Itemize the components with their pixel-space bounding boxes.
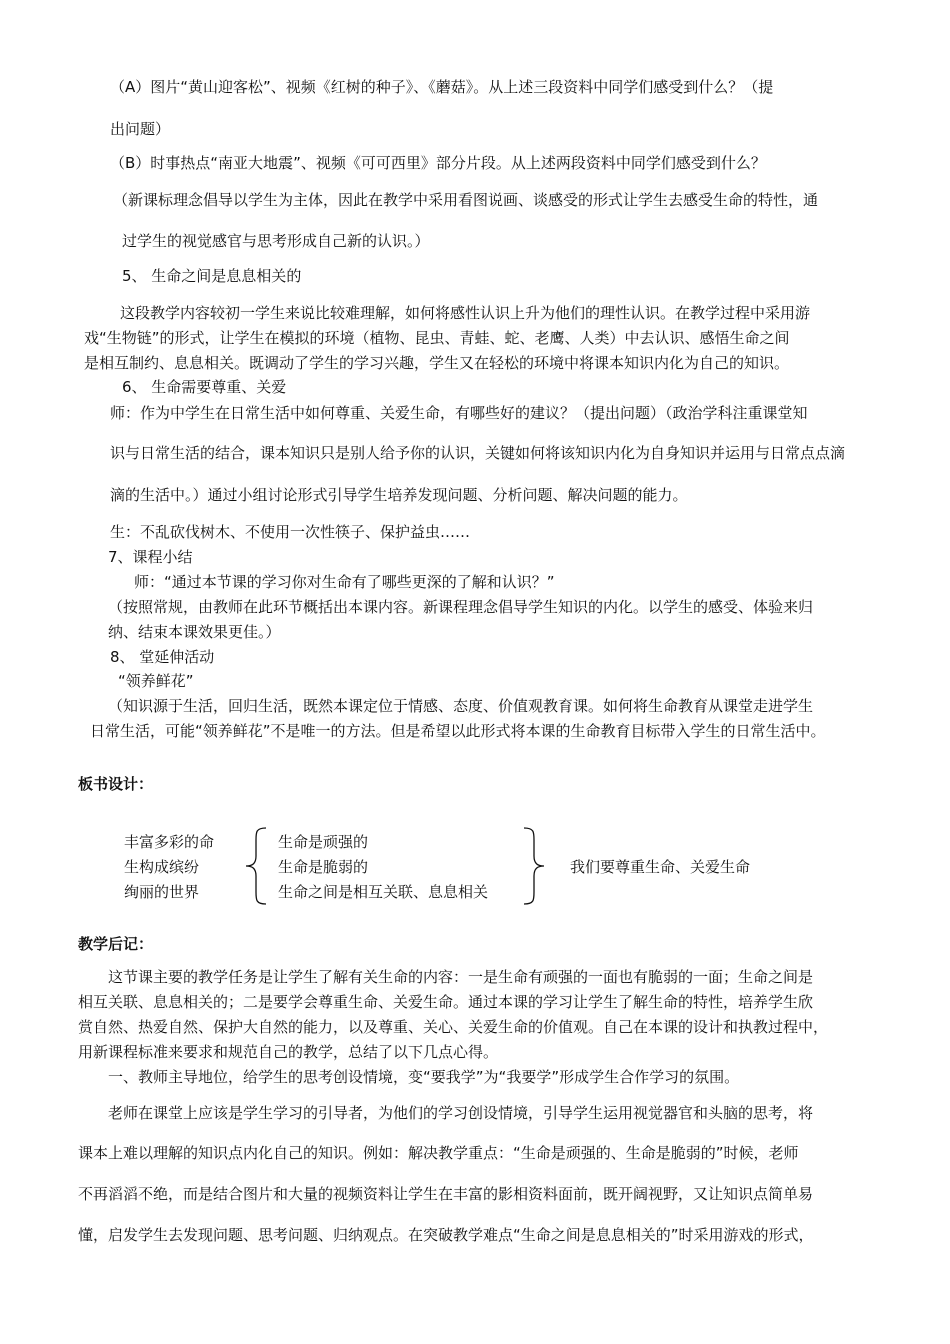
text-line: 老师在课堂上应该是学生学习的引导者，为他们的学习创设情境，引导学生运用视觉器官和头脑的思考，将 [108,1104,814,1122]
right-brace-icon [520,826,546,906]
board-left-line: 丰富多彩的命 [124,833,215,851]
text-line: 相互关联、息息相关的；二是要学会尊重生命、关爱生命。通过本课的学习让学生了解生命的特性，培养学生欣 [78,993,814,1011]
text-line: （A）图片“黄山迎客松”、视频《红树的种子》、《蘑菇》。从上述三段资料中同学们感受到什么？（提 [110,78,774,96]
text-line: 这节课主要的教学任务是让学生了解有关生命的内容：一是生命有顽强的一面也有脆弱的一面；生命之间是 [108,968,814,986]
text-line: 课本上难以理解的知识点内化自己的知识。例如：解决教学重点：“生命是顽强的、生命是脆弱的”时候，老师 [78,1144,799,1162]
board-heading: 板书设计： [78,775,154,793]
board-middle-line: 生命是脆弱的 [278,858,369,876]
section-heading: 8、 堂延伸活动 [110,648,215,666]
text-line: （知识源于生活，回归生活，既然本课定位于情感、态度、价值观教育课。如何将生命教育从课堂走进学生 [108,697,814,715]
text-line: 懂，启发学生去发现问题、思考问题、归纳观点。在突破教学难点“生命之间是息息相关的”时采用游戏的形式， [78,1226,814,1244]
text-line: 滴的生活中。）通过小组讨论形式引导学生培养发现问题、分析问题、解决问题的能力。 [110,486,688,504]
section-heading: 6、 生命需要尊重、关爱 [122,378,287,396]
text-line: （B）时事热点“南亚大地震”、视频《可可西里》部分片段。从上述两段资料中同学们感受到什么？ [110,154,766,172]
text-line: （新课标理念倡导以学生为主体，因此在教学中采用看图说画、谈感受的形式让学生去感受生命的特性，通 [113,191,819,209]
board-middle-line: 生命之间是相互关联、息息相关 [278,883,489,901]
text-line: 识与日常生活的结合，课本知识只是别人给予你的认识，关键如何将该知识内化为自身知识并运用与日常点点滴 [110,444,846,462]
text-line: 纳、结束本课效果更佳。） [108,623,281,641]
text-line: 出问题） [110,120,171,138]
text-line: 师：“通过本节课的学习你对生命有了哪些更深的了解和认识？” [134,573,555,591]
text-line: （按照常规，由教师在此环节概括出本课内容。新课程理念倡导学生知识的内化。以学生的感受、体验来归 [108,598,814,616]
board-middle-line: 生命是顽强的 [278,833,369,851]
board-left-line: 绚丽的世界 [124,883,200,901]
board-left-line: 生构成缤纷 [124,858,200,876]
section-heading: 5、 生命之间是息息相关的 [122,267,302,285]
text-line: 用新课程标准来要求和规范自己的教学，总结了以下几点心得。 [78,1043,499,1061]
text-line: 戏“生物链”的形式，让学生在模拟的环境（植物、昆虫、青蛙、蛇、老鹰、人类）中去认识、感悟生命之间 [84,329,790,347]
text-line: 这段教学内容较初一学生来说比较难理解，如何将感性认识上升为他们的理性认识。在教学过程中采用游 [120,304,811,322]
text-line: 日常生活，可能“领养鲜花”不是唯一的方法。但是希望以此形式将本课的生命教育目标带入学生的日常生活中。 [90,722,826,740]
text-line: 生：不乱砍伐树木、不使用一次性筷子、保护益虫…… [110,523,471,541]
text-line: 师：作为中学生在日常生活中如何尊重、关爱生命，有哪些好的建议？（提出问题）（政治学科注重课堂知 [110,404,808,422]
text-line: 不再滔滔不绝，而是结合图片和大量的视频资料让学生在丰富的影相资料面前，既开阔视野，又让知识点简单易 [78,1185,814,1203]
text-line: 是相互制约、息息相关。既调动了学生的学习兴趣，学生又在轻松的环境中将课本知识内化为自己的知识。 [84,354,790,372]
postscript-heading: 教学后记： [78,935,154,953]
text-line: “领养鲜花” [118,672,194,690]
text-line: 一、教师主导地位，给学生的思考创设情境，变“要我学”为“我要学”形成学生合作学习的氛围。 [108,1068,740,1086]
text-line: 过学生的视觉感官与思考形成自己新的认识。） [122,232,430,250]
text-line: 赏自然、热爱自然、保护大自然的能力，以及尊重、关心、关爱生命的价值观。自己在本课的设计和执教过程中， [78,1018,829,1036]
left-brace-icon [244,826,270,906]
section-heading: 7、课程小结 [108,548,193,566]
board-conclusion: 我们要尊重生命、关爱生命 [570,858,751,876]
